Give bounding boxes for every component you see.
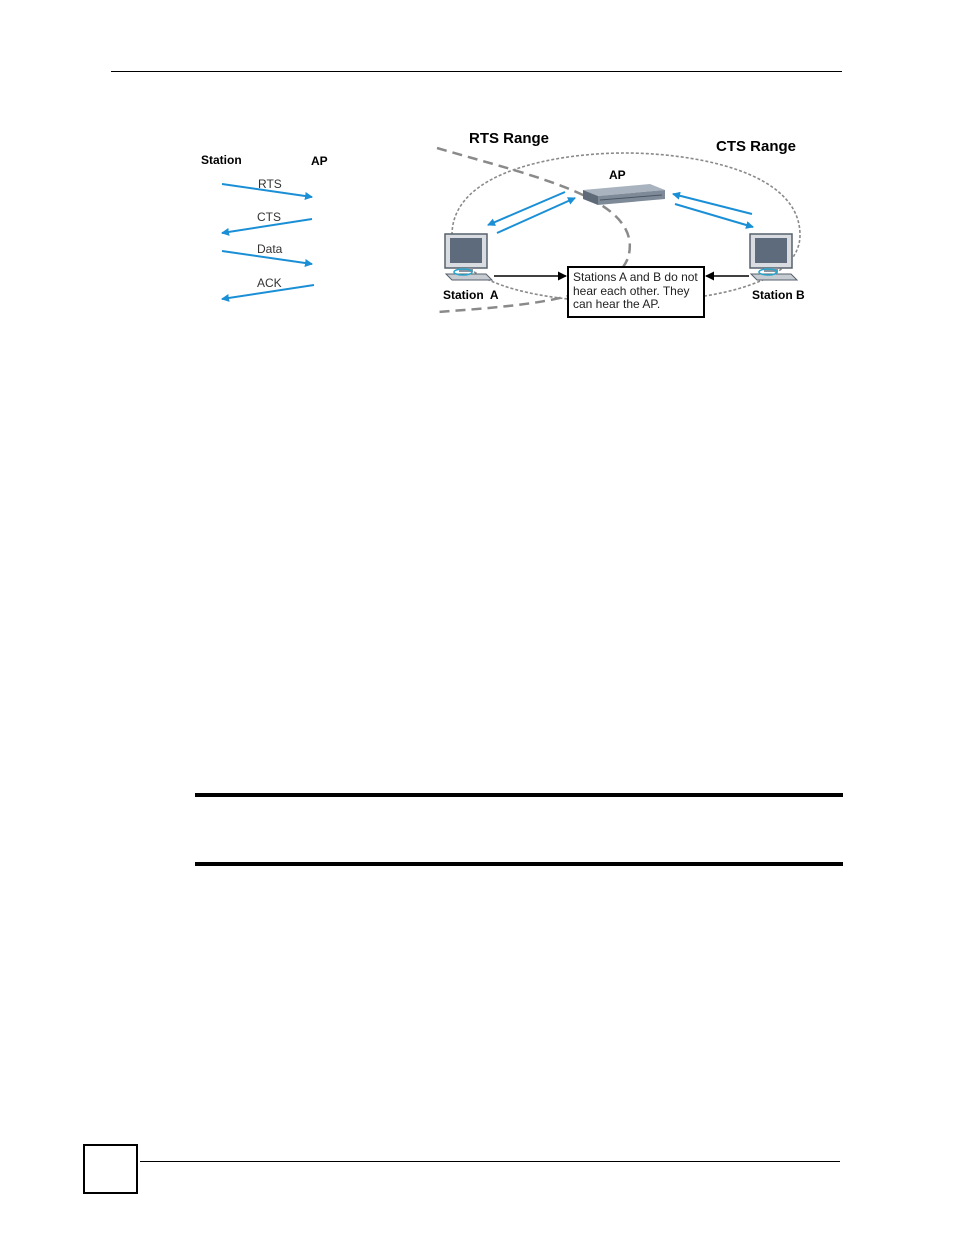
rts-message-label: RTS	[258, 177, 282, 191]
rts-cts-figure	[0, 0, 954, 340]
ap-device-label: AP	[609, 168, 626, 182]
station-a-label: Station A	[443, 288, 499, 302]
rts-range-label: RTS Range	[469, 130, 550, 147]
ap-to-station-b-arrow	[675, 204, 753, 227]
station-b-computer-icon	[750, 234, 797, 280]
access-point-icon	[583, 184, 665, 205]
station-a-computer-icon	[445, 234, 492, 280]
ap-label: AP	[311, 154, 328, 168]
station-label: Station	[201, 153, 242, 167]
footer-rule	[140, 1161, 840, 1162]
station-b-label: Station B	[752, 288, 805, 302]
cts-range-label: CTS Range	[716, 138, 797, 155]
note-bottom-rule	[195, 862, 843, 866]
data-message-label: Data	[257, 242, 283, 256]
hidden-node-callout: Stations A and B do not hear each other. They can hear the AP.	[567, 266, 705, 318]
ack-message-label: ACK	[257, 276, 282, 290]
cts-message-label: CTS	[257, 210, 281, 224]
note-top-rule	[195, 793, 843, 797]
station-b-to-ap-arrow	[673, 194, 752, 214]
page-number-box	[83, 1144, 138, 1194]
